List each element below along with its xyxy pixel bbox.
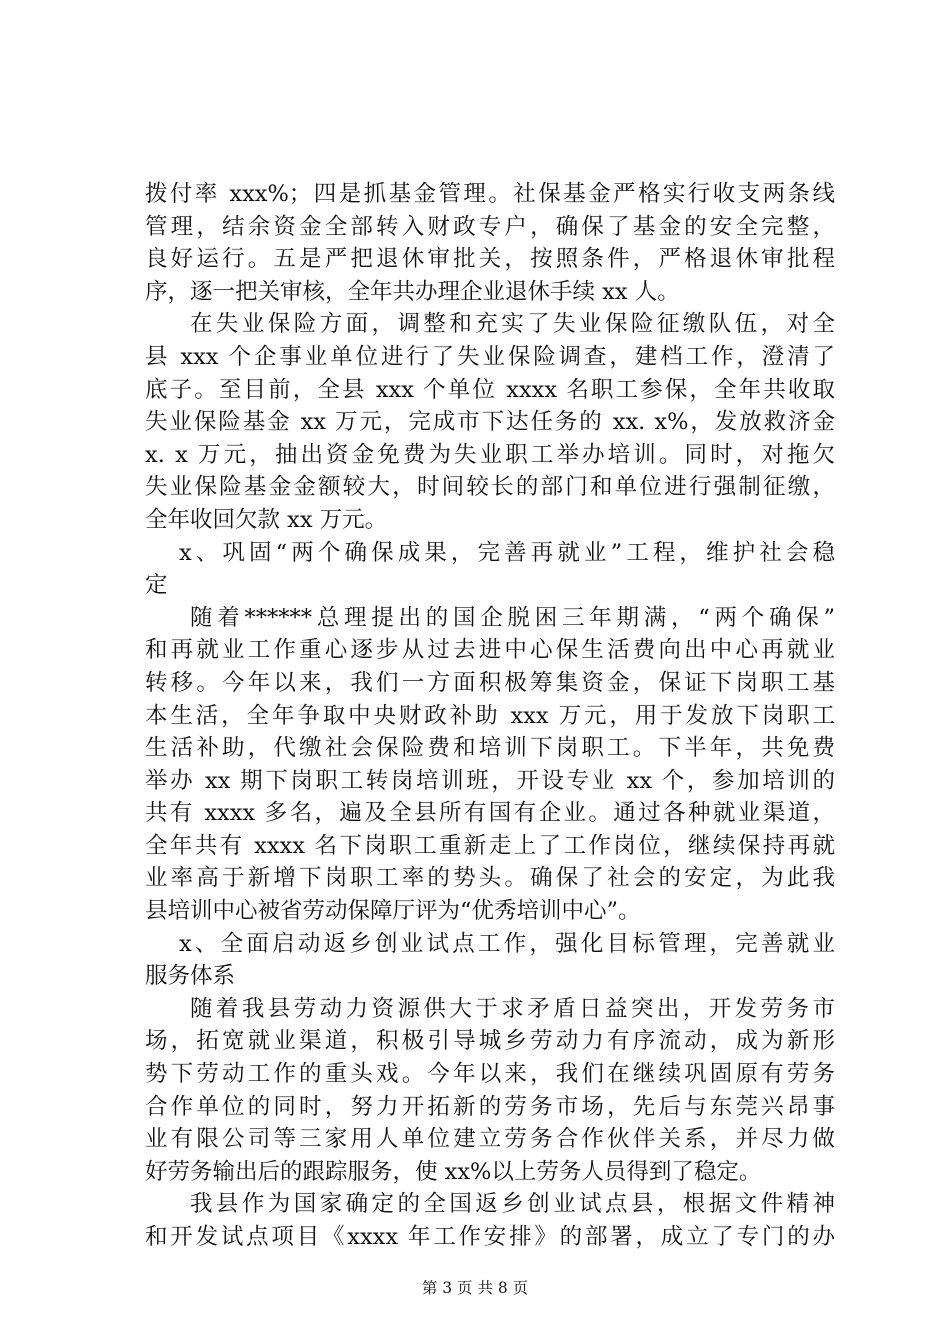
text-line: 全年收回欠款 xx 万元。	[145, 506, 388, 533]
text-line: 场，拓宽就业渠道，积极引导城乡劳动力有序流动，成为新形	[145, 1028, 835, 1055]
text-line: 全年共有 xxxx 名下岗职工重新走上了工作岗位，继续保持再就	[145, 832, 835, 859]
text-line: 共有 xxxx 多名，遍及全县所有国有企业。通过各种就业渠道，	[145, 800, 835, 827]
text-line: 序，逐一把关审核，全年共办理企业退休手续 xx 人。	[145, 278, 680, 305]
text-line: 本生活，全年争取中央财政补助 xxx 万元，用于发放下岗职工	[145, 702, 835, 729]
text-line: 在失业保险方面，调整和充实了失业保险征缴队伍，对全	[190, 311, 835, 338]
text-line: 举办 xx 期下岗职工转岗培训班，开设专业 xx 个，参加培训的	[145, 767, 835, 794]
text-line: 好劳务输出后的跟踪服务，使 xx%以上劳务人员得到了稳定。	[145, 1158, 762, 1185]
text-line: 和再就业工作重心逐步从过去进中心保生活费向出中心再就业	[145, 637, 835, 664]
text-line: 失业保险基金 xx 万元，完成市下达任务的 xx. x%，发放救济金	[145, 409, 835, 436]
text-line: 良好运行。五是严把退休审批关，按照条件，严格退休审批程	[145, 246, 835, 273]
text-line: 县培训中心被省劳动保障厅评为“优秀培训中心”。	[145, 898, 641, 925]
text-line: x. x 万元，抽出资金免费为失业职工举办培训。同时，对拖欠	[145, 441, 835, 468]
text-line: 县 xxx 个企事业单位进行了失业保险调查，建档工作，澄清了	[145, 343, 835, 370]
text-line: 随着******总理提出的国企脱困三年期满，“两个确保”	[190, 604, 835, 631]
page-footer: 第 3 页 共 8 页	[421, 1279, 529, 1297]
text-line: 拨付率 xxx%；四是抓基金管理。社保基金严格实行收支两条线	[145, 181, 835, 207]
text-line: 随着我县劳动力资源供大于求矛盾日益突出，开发劳务市	[190, 995, 835, 1022]
text-line: 底子。至目前，全县 xxx 个单位 xxxx 名职工参保，全年共收取	[145, 376, 835, 403]
text-line: 服务体系	[145, 963, 236, 990]
text-line: 业有限公司等三家用人单位建立劳务合作伙伴关系，并尽力做	[145, 1126, 835, 1153]
text-line: 定	[145, 572, 168, 599]
text-line: 和开发试点项目《xxxx 年工作安排》的部署，成立了专门的办	[145, 1224, 835, 1250]
text-line: 转移。今年以来，我们一方面积极筹集资金，保证下岗职工基	[145, 669, 835, 696]
text-line: 管理，结余资金全部转入财政专户，确保了基金的安全完整，	[145, 213, 835, 240]
text-line: x、全面启动返乡创业试点工作，强化目标管理，完善就业	[179, 930, 835, 957]
text-line: 生活补助，代缴社会保险费和培训下岗职工。下半年，共免费	[145, 735, 835, 762]
text-line: 失业保险基金金额较大，时间较长的部门和单位进行强制征缴，	[145, 474, 835, 501]
text-line: x、巩固“两个确保成果，完善再就业”工程，维护社会稳	[179, 539, 835, 566]
text-line: 势下劳动工作的重头戏。今年以来，我们在继续巩固原有劳务	[145, 1061, 835, 1088]
text-line: 业率高于新增下岗职工率的势头。确保了社会的安定，为此我	[145, 865, 835, 892]
text-line: 我县作为国家确定的全国返乡创业试点县，根据文件精神	[190, 1191, 835, 1218]
text-line: 合作单位的同时，努力开拓新的劳务市场，先后与东莞兴昂事	[145, 1093, 835, 1120]
body-text	[145, 178, 835, 1254]
